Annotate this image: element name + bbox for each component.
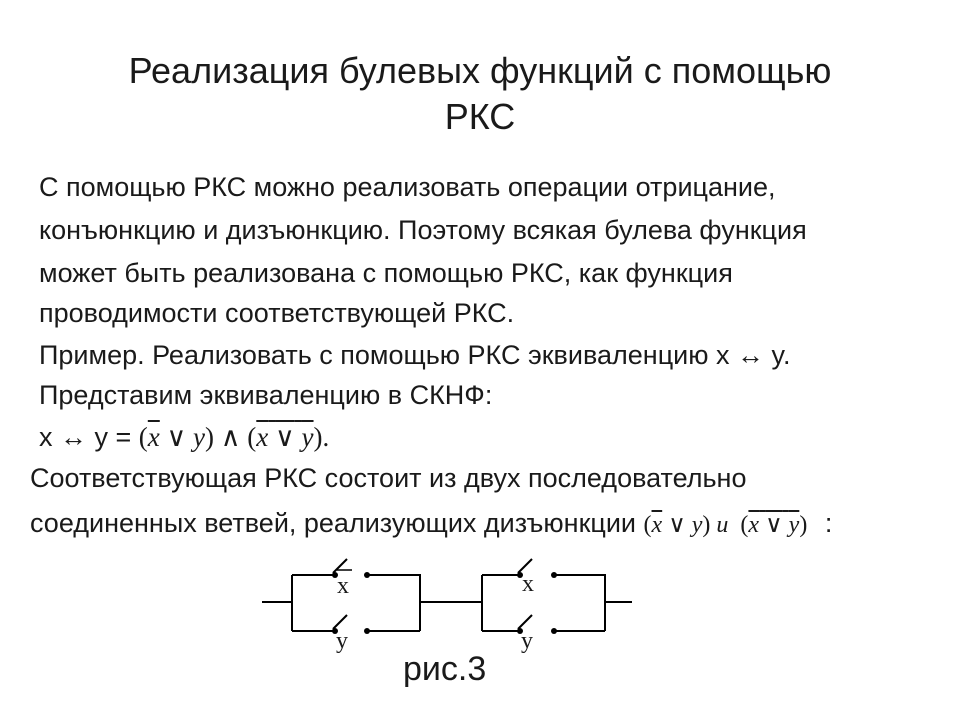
disj-y-2: y <box>788 512 800 538</box>
example-text: Пример. Реализовать с помощью РКС эквиваленцию x <box>39 340 738 370</box>
formula-expression: ($\overline{x}$ ∨ y) ∧ (x ∨ y). <box>138 422 330 452</box>
equivalence-arrow: ↔ <box>737 340 765 370</box>
formula-arrow: ↔ <box>60 422 88 452</box>
right-branch-frame <box>482 575 605 631</box>
formula-or-2: ∨ <box>275 422 295 452</box>
disjunctions-expression: ($\overline{x}$ ∨ y) u (x ∨ y) <box>643 512 808 538</box>
formula-period: . <box>322 422 330 452</box>
label-y-1: y <box>336 628 348 654</box>
formula-x-2: x <box>256 422 269 452</box>
label-x-negated: x <box>337 573 349 599</box>
switch-blade-4 <box>518 615 532 629</box>
switch-blade-2 <box>333 615 347 629</box>
disj-or-1: ∨ <box>668 512 686 538</box>
contact-dot <box>551 572 557 578</box>
paragraph-line-3: может быть реализована с помощью РКС, как функция <box>39 258 733 288</box>
formula-and: ∧ <box>220 422 241 452</box>
formula-lhs: x <box>39 422 61 452</box>
paragraph-line-2: конъюнкцию и дизъюнкцию. Поэтому всякая булева функция <box>39 215 807 245</box>
conclusion-line-1: Соответствующая РКС состоит из двух последовательно <box>30 463 747 493</box>
conclusion-text: соединенных ветвей, реализующих дизъюнкции <box>30 508 637 538</box>
page-title-line-2: РКС <box>444 96 516 137</box>
cnf-intro: Представим эквиваленцию в СКНФ: <box>39 380 493 410</box>
contact-dot <box>364 628 370 634</box>
figure-caption: рис.3 <box>403 650 487 688</box>
formula-y-2: y <box>301 422 314 452</box>
label-x: x <box>522 571 534 597</box>
disj-x-negated: $\overline{x}$ <box>651 512 663 538</box>
disj-conjunction-word: u <box>716 512 729 538</box>
example-y: y. <box>764 340 791 370</box>
disj-or-2: ∨ <box>765 512 783 538</box>
page-title-line-1: Реализация булевых функций с помощью <box>128 50 832 91</box>
contact-dot <box>364 572 370 578</box>
formula-or-1: ∨ <box>166 422 187 452</box>
formula-rhs: y = <box>87 422 139 452</box>
formula-y-1: y <box>193 422 206 452</box>
left-branch-frame <box>292 575 420 631</box>
switch-blade-1 <box>333 559 347 573</box>
formula-x-negated: $\overline{x}$ <box>147 422 160 452</box>
disj-x-2: x <box>748 512 760 538</box>
paragraph-line-4: проводимости соответствующей РКС. <box>39 298 515 328</box>
conclusion-colon: : <box>824 508 833 538</box>
contact-dot <box>551 628 557 634</box>
paragraph-line-1: С помощью РКС можно реализовать операции отрицание, <box>39 172 776 202</box>
label-y-2: y <box>521 628 533 654</box>
disj-y-1: y <box>691 512 703 538</box>
